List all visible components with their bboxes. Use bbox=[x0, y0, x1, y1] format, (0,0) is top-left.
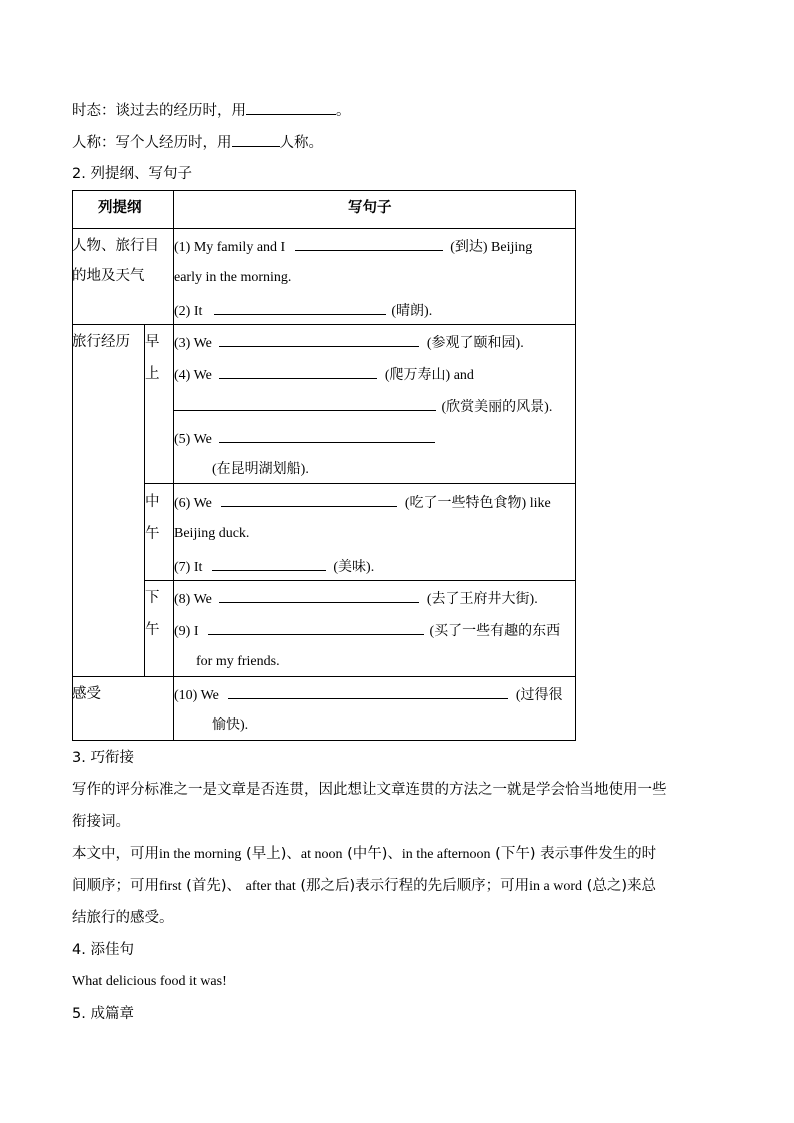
person-label: 人称：写个人经历时，用 bbox=[72, 135, 232, 151]
sentence-7 bbox=[174, 556, 374, 578]
sentence-9-hint: (买了一些有趣的东西 bbox=[429, 624, 561, 639]
sentence-10-blank[interactable] bbox=[228, 684, 508, 699]
para2-l2-text-a: 间顺序；可用 bbox=[72, 878, 159, 894]
sentence-9-blank[interactable] bbox=[208, 620, 424, 635]
para2-text-g: (下午) 表示事件发生的时 bbox=[490, 846, 657, 862]
sentence-4-blank1[interactable] bbox=[219, 364, 377, 379]
para2-l2-text-e: (那之后)表示行程的先后顺序；可用 bbox=[295, 878, 530, 894]
sentence-2-hint: (晴朗). bbox=[391, 304, 433, 319]
sentence-7-blank[interactable] bbox=[212, 556, 326, 571]
table-border-h1 bbox=[72, 228, 576, 229]
phrase-first: first bbox=[159, 879, 182, 894]
sentence-5-line1 bbox=[174, 428, 435, 450]
para2-l2-text-c: (首先)、 bbox=[181, 878, 246, 894]
morning-label-2: 上 bbox=[145, 366, 160, 382]
table-border-bottom bbox=[72, 740, 576, 741]
para2-text-a: 本文中，可用 bbox=[72, 846, 159, 862]
person-line bbox=[72, 132, 323, 153]
row1-label-line1: 人物、旅行目 bbox=[72, 238, 159, 254]
sentence-6-blank[interactable] bbox=[221, 492, 397, 507]
sentence-9-prefix: (9) I bbox=[174, 624, 199, 639]
sentence-4-prefix: (4) We bbox=[174, 368, 212, 383]
section-3-title: 3. 巧衔接 bbox=[72, 750, 134, 766]
sentence-1-line1 bbox=[174, 236, 532, 258]
section-3-para2-line2 bbox=[72, 876, 656, 897]
table-border-right bbox=[575, 190, 576, 741]
noon-label-1: 中 bbox=[145, 494, 160, 510]
row2-label: 旅行经历 bbox=[72, 334, 130, 350]
section-2-title: 2. 列提纲、写句子 bbox=[72, 166, 192, 182]
sentence-7-hint: (美味). bbox=[333, 560, 375, 575]
sentence-3 bbox=[174, 332, 524, 354]
person-end: 人称。 bbox=[279, 135, 323, 151]
phrase-in-a-word: in a word bbox=[529, 879, 583, 894]
row3-label: 感受 bbox=[72, 686, 101, 702]
sentence-3-prefix: (3) We bbox=[174, 336, 212, 351]
sentence-8-prefix: (8) We bbox=[174, 592, 212, 607]
sentence-1-blank[interactable] bbox=[295, 236, 443, 251]
sentence-8-hint: (去了王府井大街). bbox=[426, 592, 538, 607]
section-5-title: 5. 成篇章 bbox=[72, 1006, 134, 1022]
row1-label-line2: 的地及天气 bbox=[72, 268, 145, 284]
noon-label-2: 午 bbox=[145, 526, 160, 542]
table-border-top bbox=[72, 190, 576, 191]
sentence-2-prefix: (2) It bbox=[174, 304, 203, 319]
afternoon-label-1: 下 bbox=[145, 590, 160, 606]
tense-line bbox=[72, 100, 351, 121]
sentence-5-hint: (在昆明湖划船). bbox=[212, 462, 309, 477]
table-head-sentences: 写句子 bbox=[348, 200, 392, 216]
sentence-9-line2: for my friends. bbox=[196, 654, 280, 669]
sentence-4-line2 bbox=[174, 396, 552, 418]
phrase-at-noon: at noon bbox=[300, 847, 343, 862]
sentence-2 bbox=[174, 300, 432, 322]
sentence-6-prefix: (6) We bbox=[174, 496, 212, 511]
sentence-4-hint1: (爬万寿山) and bbox=[384, 368, 474, 383]
sentence-4-line1 bbox=[174, 364, 474, 386]
sentence-5-blank[interactable] bbox=[219, 428, 435, 443]
phrase-after-that: after that bbox=[245, 879, 296, 894]
sentence-9-line1 bbox=[174, 620, 560, 642]
section-3-para1-line1: 写作的评分标准之一是文章是否连贯，因此想让文章连贯的方法之一就是学会恰当地使用一些 bbox=[72, 782, 667, 798]
table-head-outline: 列提纲 bbox=[98, 200, 142, 216]
sentence-2-blank[interactable] bbox=[214, 300, 386, 315]
sentence-8 bbox=[174, 588, 538, 610]
sentence-10-hint: (过得很 bbox=[515, 688, 563, 703]
morning-label-1: 早 bbox=[145, 334, 160, 350]
sentence-10-line1 bbox=[174, 684, 563, 706]
para2-text-c: (早上)、 bbox=[241, 846, 301, 862]
sentence-3-blank[interactable] bbox=[219, 332, 419, 347]
table-border-h5 bbox=[72, 676, 576, 677]
phrase-in-the-morning: in the morning bbox=[159, 847, 242, 862]
afternoon-label-2: 午 bbox=[145, 622, 160, 638]
para2-text-e: (中午)、 bbox=[342, 846, 402, 862]
person-blank[interactable] bbox=[232, 132, 280, 147]
sentence-4-hint2: (欣赏美丽的风景). bbox=[441, 400, 553, 415]
sentence-10-prefix: (10) We bbox=[174, 688, 219, 703]
sentence-5-prefix: (5) We bbox=[174, 432, 212, 447]
sentence-10-line2: 愉快). bbox=[212, 718, 249, 733]
sentence-4-blank2[interactable] bbox=[174, 396, 436, 411]
phrase-in-the-afternoon: in the afternoon bbox=[401, 847, 491, 862]
tense-end: 。 bbox=[336, 103, 351, 119]
section-3-para2-line3: 结旅行的感受。 bbox=[72, 910, 174, 926]
para2-l2-text-g: (总之)来总 bbox=[582, 878, 656, 894]
table-border-h3 bbox=[144, 483, 576, 484]
table-border-h4 bbox=[144, 580, 576, 581]
sentence-7-prefix: (7) It bbox=[174, 560, 203, 575]
sentence-6-line2: Beijing duck. bbox=[174, 526, 250, 541]
sentence-1-prefix: (1) My family and I bbox=[174, 240, 286, 255]
sentence-8-blank[interactable] bbox=[219, 588, 419, 603]
sentence-6-hint: (吃了一些特色食物) like bbox=[404, 496, 551, 511]
table-border-h2 bbox=[72, 324, 576, 325]
section-4-sentence: What delicious food it was! bbox=[72, 974, 227, 989]
sentence-1-hint: (到达) Beijing bbox=[450, 240, 533, 255]
sentence-3-hint: (参观了颐和园). bbox=[426, 336, 524, 351]
section-4-title: 4. 添佳句 bbox=[72, 942, 134, 958]
sentence-1-line2: early in the morning. bbox=[174, 270, 292, 285]
sentence-6-line1 bbox=[174, 492, 551, 514]
tense-blank[interactable] bbox=[246, 100, 336, 115]
section-3-para2-line1 bbox=[72, 844, 656, 865]
tense-label: 时态：谈过去的经历时，用 bbox=[72, 103, 246, 119]
section-3-para1-line2: 衔接词。 bbox=[72, 814, 130, 830]
